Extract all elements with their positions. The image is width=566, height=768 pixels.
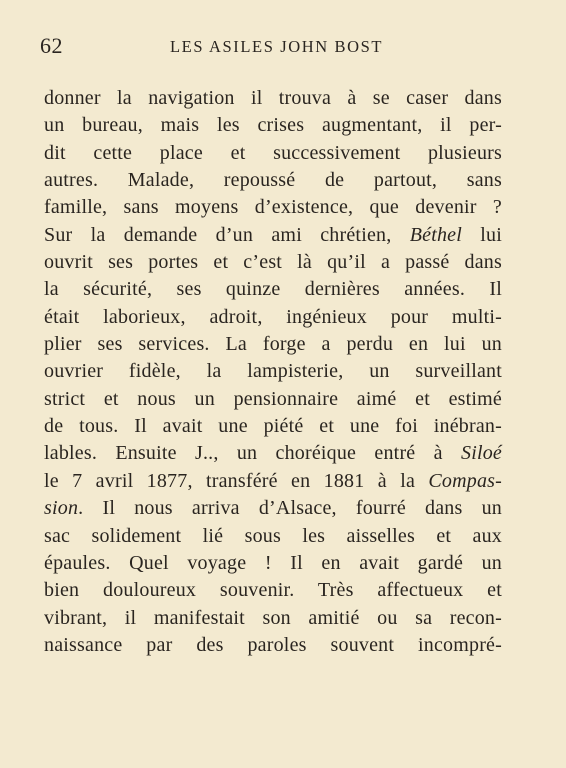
line-text: bien douloureux souvenir. Très affectueux et <box>44 579 502 602</box>
text-line <box>44 358 502 385</box>
running-title: LES ASILES JOHN BOST <box>170 37 384 56</box>
text-line <box>44 413 502 440</box>
line-text: ouvrier fidèle, la lampisterie, un surveillant <box>44 360 502 383</box>
text-line <box>44 331 502 358</box>
italic-name: Béthel <box>409 223 462 246</box>
text-line <box>44 523 502 550</box>
line-text: vibrant, il manifestait son amitié ou sa recon- <box>44 606 502 629</box>
text-line <box>44 249 502 276</box>
line-text: naissance par des paroles souvent incompré- <box>44 633 502 656</box>
line-text: sac solidement lié sous les aisselles et aux <box>44 524 502 547</box>
line-text: plier ses services. La forge a perdu en lui un <box>44 333 502 356</box>
text-line <box>44 577 502 604</box>
text-line <box>44 167 502 194</box>
text-line <box>44 386 502 413</box>
text-line <box>44 194 502 221</box>
line-text: la sécurité, ses quinze dernières années. Il <box>44 278 502 301</box>
line-text: Sur la demande d’un ami chrétien, <box>44 223 410 246</box>
text-line <box>44 112 502 139</box>
italic-name: Siloé <box>461 442 502 465</box>
italic-name: sion <box>44 497 79 520</box>
text-line <box>44 85 502 112</box>
text-line <box>44 632 502 659</box>
text-line <box>44 140 502 167</box>
line-text: . Il nous arriva d’Alsace, fourré dans un <box>78 497 502 520</box>
line-text: famille, sans moyens d’existence, que devenir ? <box>44 196 502 219</box>
text-line <box>44 304 502 331</box>
running-head <box>40 33 526 59</box>
text-line <box>44 605 502 632</box>
line-text: ouvrit ses portes et c’est là qu’il a passé dans <box>44 251 502 274</box>
line-text: donner la navigation il trouva à se caser dans <box>44 87 502 109</box>
italic-name: Compas- <box>428 469 502 492</box>
line-text: le 7 avril 1877, transféré en 1881 à la <box>44 469 429 492</box>
line-text: épaules. Quel voyage ! Il en avait gardé un <box>44 551 502 574</box>
page-number: 62 <box>40 33 63 58</box>
text-line <box>44 468 502 495</box>
line-text: de tous. Il avait une piété et une foi inébran- <box>44 415 502 438</box>
line-text: dit cette place et successivement plusieurs <box>44 141 502 164</box>
text-line <box>44 440 502 467</box>
text-line <box>44 495 502 522</box>
text-line <box>44 550 502 577</box>
line-text: strict et nous un pensionnaire aimé et estimé <box>44 387 502 410</box>
line-text: un bureau, mais les crises augmentant, il per- <box>44 114 502 137</box>
line-text: était laborieux, adroit, ingénieux pour multi- <box>44 305 502 328</box>
line-text: autres. Malade, repoussé de partout, sans <box>44 169 502 192</box>
body-text <box>44 85 502 659</box>
text-line <box>44 276 502 303</box>
text-line <box>44 222 502 249</box>
line-text: lui <box>462 223 502 246</box>
line-text: lables. Ensuite J.., un choréique entré à <box>44 442 461 465</box>
